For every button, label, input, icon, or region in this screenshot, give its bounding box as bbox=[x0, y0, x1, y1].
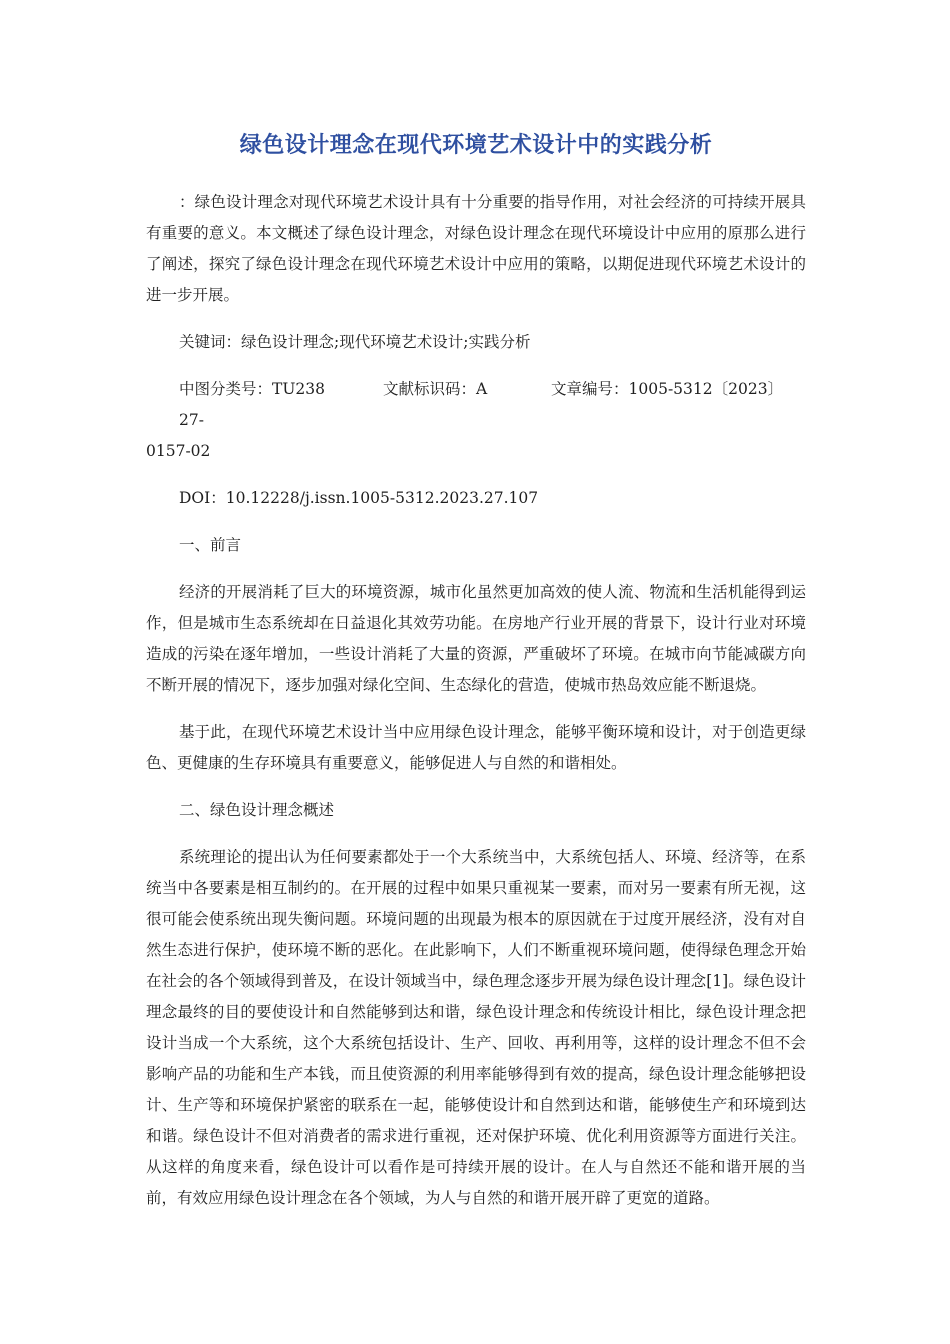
article-title: 绿色设计理念在现代环境艺术设计中的实践分析 bbox=[239, 133, 713, 158]
document-code: 文献标识码：A bbox=[383, 380, 488, 398]
classification-line bbox=[146, 374, 806, 436]
article-number-continued: 0157-02 bbox=[146, 442, 211, 460]
keywords-line: 关键词：绿色设计理念;现代环境艺术设计;实践分析 bbox=[179, 333, 531, 351]
article-number: 文章编号：1005-5312〔2023〕27- bbox=[179, 380, 784, 429]
article-page bbox=[146, 128, 806, 1214]
body-paragraph: 经济的开展消耗了巨大的环境资源，城市化虽然更加高效的使人流、物流和生活机能得到运作，但是城市生态系统却在日益退化其效劳功能。在房地产行业开展的背景下，设计行业对环境造成的污染在逐年增加，一些设计消耗了大量的资源，严重破坏了环境。在城市向节能减碳方向不断开展的情况下，逐步加强对绿化空间、生态绿化的营造，使城市热岛效应能不断退烧。 bbox=[146, 583, 806, 694]
abstract-paragraph: ：绿色设计理念对现代环境艺术设计具有十分重要的指导作用，对社会经济的可持续开展具有重要的意义。本文概述了绿色设计理念，对绿色设计理念在现代环境设计中应用的原那么进行了阐述，探究了绿色设计理念在现代环境艺术设计中应用的策略，以期促进现代环境艺术设计的进一步开展。 bbox=[146, 193, 806, 304]
section-heading-preface: 一、前言 bbox=[179, 536, 242, 554]
section-heading-overview: 二、绿色设计理念概述 bbox=[179, 801, 335, 819]
body-paragraph: 基于此，在现代环境艺术设计当中应用绿色设计理念，能够平衡环境和设计，对于创造更绿色、更健康的生存环境具有重要意义，能够促进人与自然的和谐相处。 bbox=[146, 723, 806, 772]
doi-line: DOI：10.12228/j.issn.1005-5312.2023.27.107 bbox=[179, 489, 539, 507]
body-paragraph: 系统理论的提出认为任何要素都处于一个大系统当中，大系统包括人、环境、经济等，在系统当中各要素是相互制约的。在开展的过程中如果只重视某一要素，而对另一要素有所无视，这很可能会使系统出现失衡问题。环境问题的出现最为根本的原因就在于过度开展经济，没有对自然生态进行保护，使环境不断的恶化。在此影响下，人们不断重视环境问题，使得绿色理念开始在社会的各个领域得到普及，在设计领域当中，绿色理念逐步开展为绿色设计理念[1]。绿色设计理念最终的目的要使设计和自然能够到达和谐，绿色设计理念和传统设计相比，绿色设计理念把设计当成一个大系统，这个大系统包括设计、生产、回收、再利用等，这样的设计理念不但不会影响产品的功能和生产本钱，而且使资源的利用率能够得到有效的提高，绿色设计理念能够把设计、生产等和环境保护紧密的联系在一起，能够使设计和自然到达和谐，能够使生产和环境到达和谐。绿色设计不但对消费者的需求进行重视，还对保护环境、优化利用资源等方面进行关注。从这样的角度来看，绿色设计可以看作是可持续开展的设计。在人与自然还不能和谐开展的当前，有效应用绿色设计理念在各个领域，为人与自然的和谐开展开辟了更宽的道路。 bbox=[146, 848, 806, 1207]
clc-code: 中图分类号：TU238 bbox=[179, 380, 325, 398]
